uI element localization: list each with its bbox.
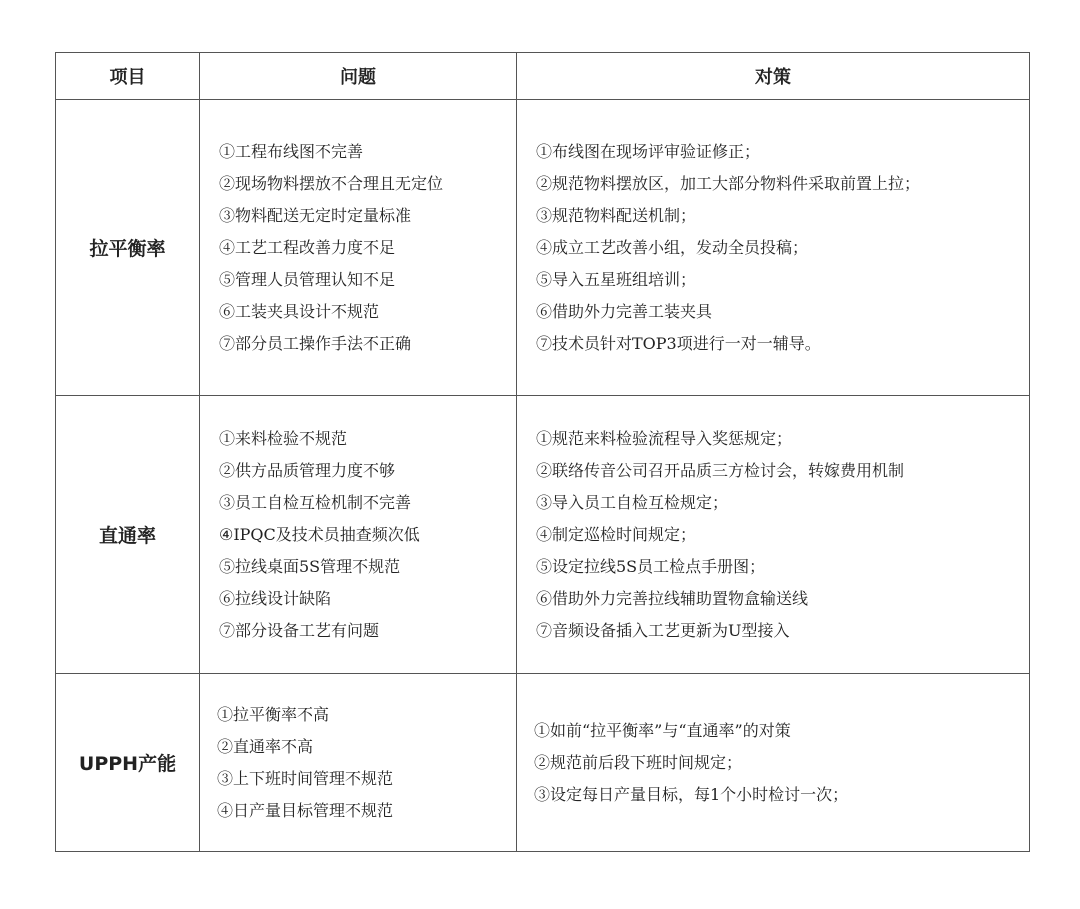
- list-item: ③设定每日产量目标，每1个小时检讨一次；: [534, 784, 849, 804]
- list-item: ⑥借助外力完善工装夹具: [536, 301, 713, 321]
- issue-list: [200, 674, 517, 852]
- list-item: ⑤拉线桌面5S管理不规范: [219, 556, 401, 576]
- row-item-label: 拉平衡率: [56, 100, 200, 396]
- list-item: ⑤管理人员管理认知不足: [219, 269, 396, 289]
- list-item: ④工艺工程改善力度不足: [219, 237, 396, 257]
- table-row: [56, 674, 1030, 852]
- list-item: ①工程布线图不完善: [219, 141, 364, 161]
- fix-list: [517, 674, 1030, 852]
- header-item: 项目: [56, 53, 200, 100]
- list-item: ④日产量目标管理不规范: [217, 800, 394, 820]
- list-item: ⑥拉线设计缺陷: [219, 588, 332, 608]
- countermeasure-table: [55, 52, 1030, 852]
- list-item: ③员工自检互检机制不完善: [219, 492, 412, 512]
- row-item-label: UPPH产能: [56, 674, 200, 852]
- fix-list: [517, 396, 1030, 674]
- table-row: [56, 396, 1030, 674]
- list-item: ⑦音频设备插入工艺更新为U型接入: [536, 620, 790, 640]
- list-item: ⑥工装夹具设计不规范: [219, 301, 380, 321]
- header-fix: 对策: [517, 53, 1030, 100]
- list-item: ⑦技术员针对TOP3项进行一对一辅导。: [536, 333, 821, 353]
- list-item: ③规范物料配送机制；: [536, 205, 697, 225]
- header-row: [56, 53, 1030, 100]
- list-item: ②规范前后段下班时间规定；: [534, 752, 743, 772]
- list-item: ④成立工艺改善小组，发动全员投稿；: [536, 237, 809, 257]
- table-row: [56, 100, 1030, 396]
- list-item: ③物料配送无定时定量标准: [219, 205, 412, 225]
- list-item: ⑦部分员工操作手法不正确: [219, 333, 412, 353]
- list-item: ②联络传音公司召开品质三方检讨会，转嫁费用机制: [536, 460, 905, 480]
- list-item: ①如前“拉平衡率”与“直通率”的对策: [534, 720, 791, 740]
- header-issue: 问题: [200, 53, 517, 100]
- row-item-label: 直通率: [56, 396, 200, 674]
- list-item: ①拉平衡率不高: [217, 704, 330, 724]
- list-item: ①来料检验不规范: [219, 428, 348, 448]
- list-item: ③上下班时间管理不规范: [217, 768, 394, 788]
- list-item: ⑥借助外力完善拉线辅助置物盒输送线: [536, 588, 809, 608]
- fix-list: [517, 100, 1030, 396]
- list-item: ④制定巡检时间规定；: [536, 524, 697, 544]
- list-item: ⑤设定拉线5S员工检点手册图；: [536, 556, 766, 576]
- issue-list: [200, 100, 517, 396]
- list-item: ④IPQC及技术员抽查频次低: [219, 524, 420, 544]
- issue-list: [200, 396, 517, 674]
- list-item: ①布线图在现场评审验证修正；: [536, 141, 761, 161]
- list-item: ③导入员工自检互检规定；: [536, 492, 729, 512]
- list-item: ⑦部分设备工艺有问题: [219, 620, 380, 640]
- list-item: ②现场物料摆放不合理且无定位: [219, 173, 444, 193]
- list-item: ⑤导入五星班组培训；: [536, 269, 697, 289]
- list-item: ②规范物料摆放区，加工大部分物料件采取前置上拉；: [536, 173, 921, 193]
- list-item: ②供方品质管理力度不够: [219, 460, 396, 480]
- list-item: ①规范来料检验流程导入奖惩规定；: [536, 428, 793, 448]
- list-item: ②直通率不高: [217, 736, 314, 756]
